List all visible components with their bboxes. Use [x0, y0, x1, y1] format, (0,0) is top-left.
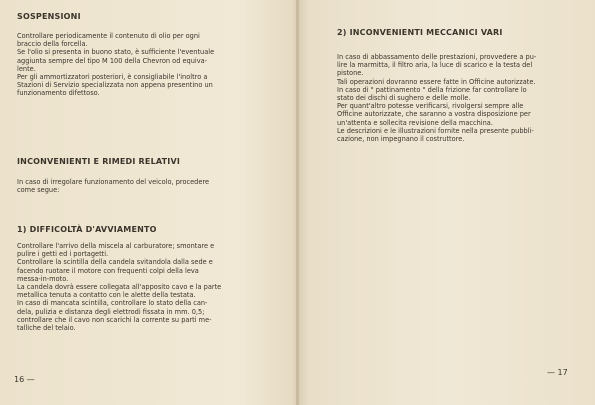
section-text-sospensioni: Controllare periodicamente il contenuto di olio per ogni braccio della forcella. Se l'olio si presenta in buono stato, è sufficiente l'eventuale aggiunta sempre del tipo M 100 della Chevron od equiva- lente. Per gli ammortizzatori posteriori, è consigliabile l'inoltro a Stazioni di Servizio specializzata non appena presentino un funzionamento difettoso. — [17, 32, 215, 98]
section-title-meccanici: 2) INCONVENIENTI MECCANICI VARI — [337, 28, 503, 37]
section-text-inconvenienti: In caso di irregolare funzionamento del veicolo, procedere come segue: — [17, 178, 210, 195]
left-page — [0, 0, 297, 405]
section-text-avviamento: Controllare l'arrivo della miscela al carburatore; smontare e pulire i getti ed i portagetti. Controllare la scintilla della candela svitandola dalla sede e facendo ruotare il motore con frequenti colpi della leva messa-in-moto. La candela dovrà essere collegata all'apposito cavo e la parte metallica tenuta a contatto con le alette della testata. In caso di mancata scintilla, controllare lo stato della can- dela, pulizia e distanza degli elettrodi fissata in mm. 0,5; controllare che il cavo non scarichi la corrente su parti me- talliche del telaio. — [17, 242, 222, 333]
right-page — [300, 0, 595, 405]
page-number-right: — 17 — [547, 368, 568, 377]
page-number-left: 16 — — [14, 375, 35, 384]
section-title-avviamento: 1) DIFFICOLTÀ D'AVVIAMENTO — [17, 225, 157, 234]
section-title-sospensioni: SOSPENSIONI — [17, 12, 81, 21]
section-text-meccanici: In caso di abbassamento delle prestazioni, provvedere a pu- lire la marmitta, il filtro aria, la luce di scarico e la testa del pistone. Tali operazioni dovranno essere fatte in Officine autorizzate. In caso di " pattinamento " della frizione far controllare lo stato dei dischi di sughero e delle molle. Per quant'altro potesse verificarsi, rivolgersi sempre alle Officine autorizzate, che saranno a vostra disposizione per un'attenta e sollecita revisione della macchina. Le descrizioni e le illustrazioni fornite nella presente pubbli- cazione, non impegnano il costruttore. — [337, 53, 537, 144]
section-title-inconvenienti: INCONVENIENTI E RIMEDI RELATIVI — [17, 157, 181, 166]
